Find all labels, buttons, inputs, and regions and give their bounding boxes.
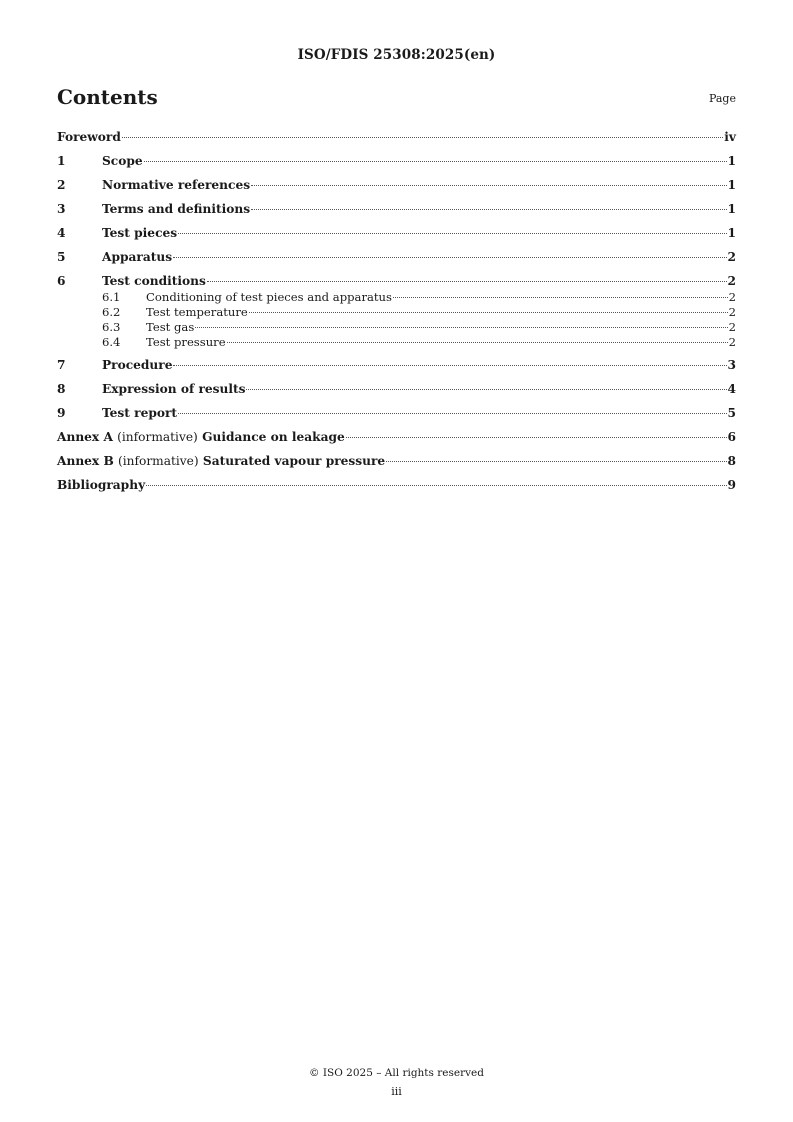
toc-entry-title: Procedure — [102, 358, 173, 372]
toc-entry-bibliography[interactable] — [57, 476, 736, 494]
toc-entry-number: 4 — [57, 226, 66, 240]
toc-entry-title: Apparatus — [102, 250, 173, 264]
toc-entry-number: 6.2 — [102, 305, 121, 319]
dot-leader — [346, 437, 727, 438]
toc-entry-number: 5 — [57, 250, 66, 264]
toc-entry-terms-and-definitions[interactable] — [57, 200, 736, 218]
toc-entry-title: Normative references — [102, 178, 251, 192]
toc-entry-foreword[interactable] — [57, 128, 736, 146]
toc-entry-number: 6.1 — [102, 290, 121, 304]
toc-entry-number: 7 — [57, 358, 66, 372]
toc-entry-number: 6.4 — [102, 335, 121, 349]
toc-entry-page: 1 — [727, 226, 736, 240]
toc-entry-title: Conditioning of test pieces and apparatus — [146, 290, 392, 304]
toc-entry-number: 8 — [57, 382, 66, 396]
copyright-notice: © ISO 2025 – All rights reserved — [309, 1067, 484, 1079]
dot-leader — [195, 327, 727, 328]
dot-leader — [249, 312, 728, 313]
page-column-label: Page — [708, 92, 736, 105]
toc-entry-page: 2 — [728, 320, 736, 334]
toc-entry-test-conditions[interactable] — [57, 272, 736, 290]
toc-entry-title: Test report — [102, 406, 178, 420]
toc-entry-annex-b[interactable] — [57, 452, 736, 470]
annex-subtitle: Saturated vapour pressure — [202, 454, 386, 468]
dot-leader — [173, 257, 726, 258]
toc-entry-page: 3 — [727, 358, 736, 372]
toc-entry-procedure[interactable] — [57, 356, 736, 374]
page-number: iii — [391, 1085, 402, 1098]
toc-entry-title: Test pieces — [102, 226, 178, 240]
toc-entry-page: 2 — [727, 250, 736, 264]
toc-subentry-conditioning[interactable] — [57, 290, 736, 305]
toc-entry-title: Expression of results — [102, 382, 246, 396]
toc-entry-title: Test pressure — [146, 335, 226, 349]
toc-entry-page: 9 — [727, 478, 736, 492]
toc-entry-page: 6 — [727, 430, 736, 444]
toc-entry-expression-of-results[interactable] — [57, 380, 736, 398]
table-of-contents — [57, 128, 736, 500]
dot-leader — [173, 365, 726, 366]
toc-entry-page: 4 — [727, 382, 736, 396]
toc-entry-number: 6.3 — [102, 320, 121, 334]
toc-entry-test-report[interactable] — [57, 404, 736, 422]
toc-entry-title: Scope — [102, 154, 143, 168]
toc-entry-number: 3 — [57, 202, 66, 216]
toc-entry-page: 1 — [727, 178, 736, 192]
annex-subtitle: Guidance on leakage — [202, 430, 345, 444]
toc-entry-title — [57, 452, 385, 470]
toc-subentry-test-temperature[interactable] — [57, 305, 736, 320]
toc-entry-page: 2 — [728, 335, 736, 349]
toc-entry-number: 2 — [57, 178, 66, 192]
toc-entry-page: 5 — [727, 406, 736, 420]
toc-entry-page: 2 — [728, 305, 736, 319]
toc-entry-page: 2 — [727, 274, 736, 288]
toc-entry-number: 9 — [57, 406, 66, 420]
toc-entry-page: iv — [724, 130, 736, 144]
toc-entry-page: 8 — [727, 454, 736, 468]
document-header: ISO/FDIS 25308:2025(en) — [297, 47, 496, 63]
dot-leader — [251, 185, 726, 186]
toc-entry-number: 1 — [57, 154, 66, 168]
toc-entry-test-pieces[interactable] — [57, 224, 736, 242]
dot-leader — [246, 389, 726, 390]
contents-heading: Contents — [57, 85, 158, 109]
dot-leader — [178, 233, 726, 234]
annex-qualifier: (informative) — [118, 454, 199, 468]
toc-entry-normative-references[interactable] — [57, 176, 736, 194]
dot-leader — [122, 137, 723, 138]
toc-entry-page: 2 — [728, 290, 736, 304]
dot-leader — [146, 485, 726, 486]
annex-label: Annex B — [57, 454, 114, 468]
toc-entry-title: Test temperature — [146, 305, 248, 319]
toc-entry-title: Bibliography — [57, 478, 146, 492]
dot-leader — [178, 413, 726, 414]
annex-label: Annex A — [57, 430, 113, 444]
toc-entry-title: Test conditions — [102, 274, 206, 288]
toc-entry-title: Terms and definitions — [102, 202, 251, 216]
toc-entry-scope[interactable] — [57, 152, 736, 170]
dot-leader — [144, 161, 727, 162]
dot-leader — [386, 461, 726, 462]
toc-entry-title: Test gas — [146, 320, 195, 334]
dot-leader — [207, 281, 727, 282]
toc-entry-number: 6 — [57, 274, 66, 288]
toc-entry-apparatus[interactable] — [57, 248, 736, 266]
toc-subentry-test-pressure[interactable] — [57, 335, 736, 350]
dot-leader — [227, 342, 728, 343]
dot-leader — [251, 209, 726, 210]
toc-entry-title — [57, 428, 345, 446]
toc-entry-title: Foreword — [57, 130, 121, 144]
toc-entry-annex-a[interactable] — [57, 428, 736, 446]
dot-leader — [393, 297, 728, 298]
toc-entry-page: 1 — [727, 154, 736, 168]
annex-qualifier: (informative) — [117, 430, 198, 444]
toc-subentry-test-gas[interactable] — [57, 320, 736, 335]
toc-entry-page: 1 — [727, 202, 736, 216]
